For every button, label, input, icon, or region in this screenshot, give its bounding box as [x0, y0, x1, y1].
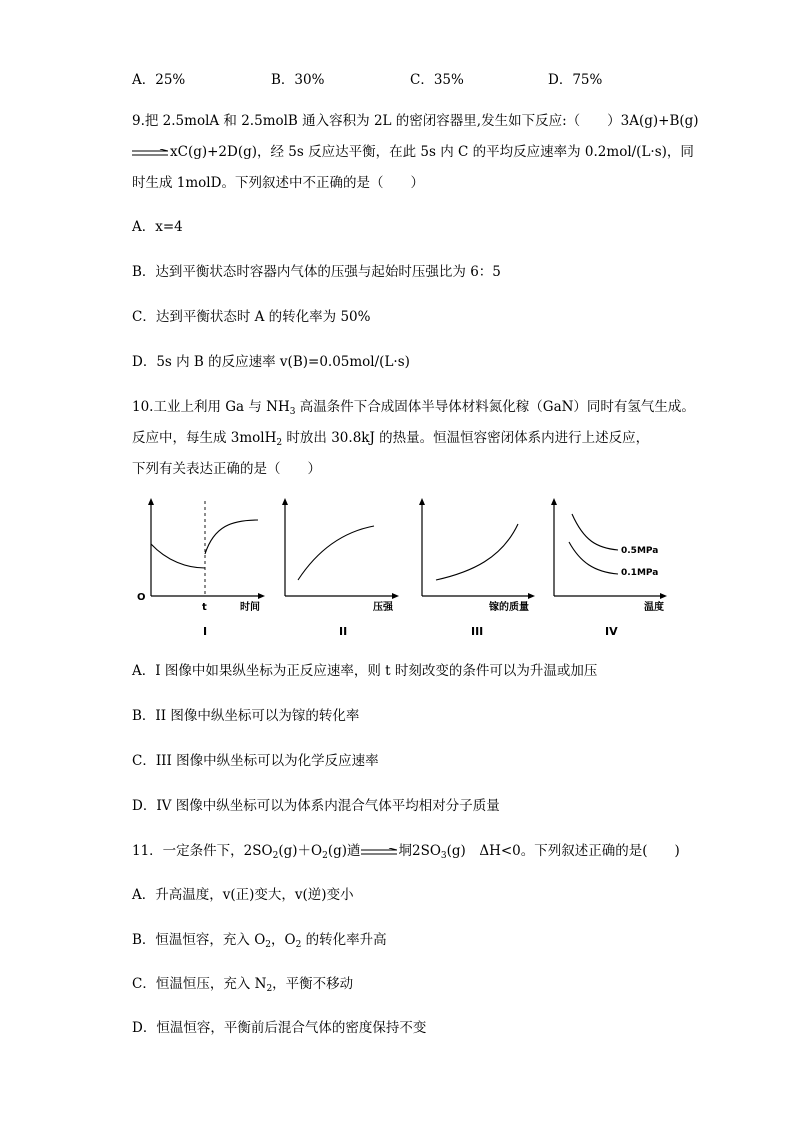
- equilibrium-arrow-icon: [132, 149, 170, 157]
- graph-iii-numeral: III: [471, 625, 484, 638]
- graph-ii-x-label: 压强: [373, 602, 393, 613]
- q9-option-a: A．x=4: [132, 219, 183, 235]
- graph-iii-x-label: 镓的质量: [489, 602, 529, 613]
- q8-option-b: B．30%: [271, 72, 325, 88]
- q8-option-c: C．35%: [410, 72, 464, 88]
- graph-i-t-label: t: [202, 602, 207, 613]
- q11-option-b: B．恒温恒容，充入 $O_2$，$O_2$ 的转化率升高: [132, 932, 387, 950]
- equilibrium-arrow-icon: [361, 848, 399, 856]
- graph-iv-numeral: IV: [605, 625, 618, 638]
- q10-stem-line2: 反应中，每生成 3molH$_2$ 时放出 30.8kJ 的热量。恒温恒容密闭体系内进行上述反应，: [132, 430, 650, 448]
- graph-ii: [282, 498, 399, 638]
- graph-i-origin: O: [137, 592, 146, 603]
- graph-i-x-label: 时间: [240, 602, 260, 613]
- q10-option-d: D．IV 图像中纵坐标可以为体系内混合气体平均相对分子质量: [132, 798, 500, 814]
- q11-option-c: C．恒温恒压，充入 $N_2$，平衡不移动: [132, 976, 354, 994]
- q10-option-c: C．III 图像中纵坐标可以为化学反应速率: [132, 753, 379, 769]
- q10-option-a: A．I 图像中如果纵坐标为正反应速率，则 t 时刻改变的条件可以为升温或加压: [132, 663, 598, 679]
- graph-iv-x-label: 温度: [644, 602, 664, 613]
- q8-option-d: D．75%: [548, 72, 603, 88]
- q9-stem-line2: xC(g)+2D(g)，经 5s 反应达平衡，在此 5s 内 C 的平均反应速率为 0.2mol/(L·s)，同: [132, 143, 694, 161]
- q11-option-d: D．恒温恒容，平衡前后混合气体的密度保持不变: [132, 1020, 427, 1036]
- graph-ii-numeral: II: [339, 625, 348, 638]
- q11-option-a: A．升高温度，v(正)变大，v(逆)变小: [132, 887, 354, 903]
- q10-stem-line1: 10.工业上利用 Ga 与 $NH_3$ 高温条件下合成固体半导体材料氮化稼（GaN）同时有氢气生成。: [132, 399, 695, 417]
- q9-option-c: C．达到平衡状态时 A 的转化率为 50%: [132, 309, 371, 325]
- q10-graphs: [132, 496, 672, 646]
- graph-iii: [419, 498, 535, 638]
- q9-stem-line1: 9.把 2.5molA 和 2.5molB 通入容积为 2L 的密闭容器里,发生如下反应:（ ）3A(g)+B(g): [132, 113, 699, 129]
- q9-option-d: D．5s 内 B 的反应速率 v(B)=0.05mol/(L·s): [132, 354, 410, 370]
- q8-option-a: A．25%: [132, 72, 186, 88]
- q9-option-b: B．达到平衡状态时容器内气体的压强与起始时压强比为 6：5: [132, 264, 501, 280]
- q9-stem-line3: 时生成 1molD。下列叙述中不正确的是（ ）: [132, 175, 424, 191]
- q10-stem-line3: 下列有关表达正确的是（ ）: [132, 461, 321, 477]
- q10-option-b: B．II 图像中纵坐标可以为镓的转化率: [132, 708, 360, 724]
- graph-iv: [551, 498, 667, 638]
- graph-i: [137, 498, 265, 638]
- graph-i-numeral: I: [203, 625, 208, 638]
- graph-iv-curve-low-label: 0.1MPa: [621, 568, 659, 578]
- graph-iv-curve-high-label: 0.5MPa: [621, 546, 659, 556]
- q11-stem: 11．一定条件下，$2SO_2(g)+O_2(g)$遒 垌$2SO_3(g)$ ΔH<0。下列叙述正确的是( ): [132, 843, 680, 861]
